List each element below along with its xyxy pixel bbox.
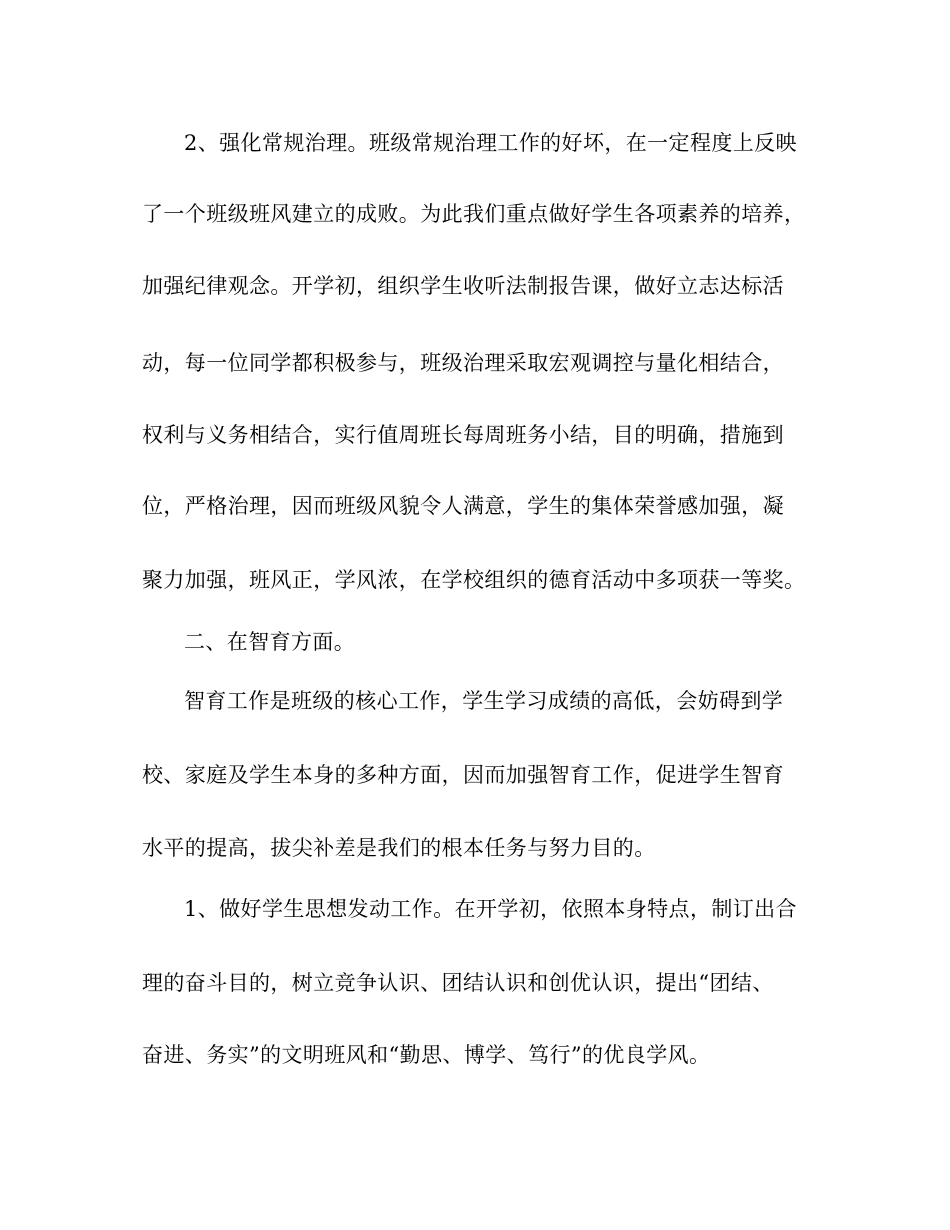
paragraph-line: 位，严格治理，因而班级风貌令人满意，学生的集体荣誉感加强，凝 xyxy=(142,494,784,518)
paragraph-line: 权利与义务相结合，实行值周班长每周班务小结，目的明确，措施到 xyxy=(142,423,784,447)
paragraph-line: 理的奋斗目的，树立竞争认识、团结认识和创优认识，提出“团结、 xyxy=(142,971,774,995)
section-heading: 二、在智育方面。 xyxy=(184,630,356,654)
paragraph-line: 2、强化常规治理。班级常规治理工作的好坏，在一定程度上反映 xyxy=(184,131,797,155)
paragraph-line: 奋进、务实”的文明班风和“勤思、博学、笃行”的优良学风。 xyxy=(142,1043,711,1067)
paragraph-line: 动，每一位同学都积极参与，班级治理采取宏观调控与量化相结合， xyxy=(142,351,784,375)
paragraph-line: 加强纪律观念。开学初，组织学生收听法制报告课，做好立志达标活 xyxy=(142,274,784,298)
paragraph-line: 校、家庭及学生本身的多种方面，因而加强智育工作，促进学生智育 xyxy=(142,763,784,787)
paragraph-line: 水平的提高，拔尖补差是我们的根本任务与努力目的。 xyxy=(142,836,656,860)
paragraph-line: 了一个班级班风建立的成败。为此我们重点做好学生各项素养的培养， xyxy=(142,202,806,226)
paragraph-line: 聚力加强，班风正，学风浓，在学校组织的德育活动中多项获一等奖。 xyxy=(142,568,806,592)
paragraph-line: 1、做好学生思想发动工作。在开学初，依照本身特点，制订出合 xyxy=(184,897,797,921)
paragraph-line: 智育工作是班级的核心工作，学生学习成绩的高低，会妨碍到学 xyxy=(184,689,784,713)
